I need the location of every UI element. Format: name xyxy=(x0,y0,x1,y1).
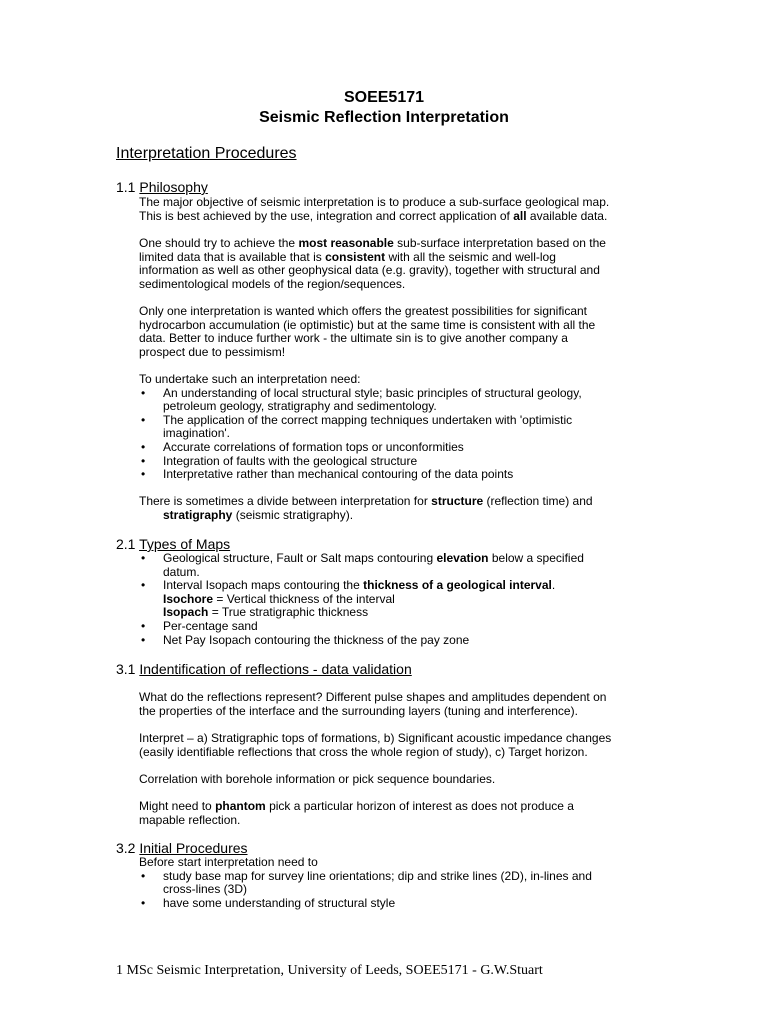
list-item: • Interpretative rather than mechanical contouring of the data points xyxy=(139,468,659,482)
section-title: Philosophy xyxy=(139,179,208,195)
section-3-1-heading xyxy=(116,661,412,677)
list-item: • Interval Isopach maps contouring the thickness of a geological interval. Isochore = Vertical thickness of the interval Isopach = True stratigraphic thickness xyxy=(139,579,659,620)
list-item: • Integration of faults with the geological structure xyxy=(139,455,659,469)
section-1-1-heading xyxy=(116,179,208,195)
bullet-list xyxy=(139,870,659,911)
paragraph: The major objective of seismic interpretation is to produce a sub-surface geological map. This is best achieved by the use, integration and correct application of all available data. xyxy=(139,195,610,223)
list-item: • study base map for survey line orientations; dip and strike lines (2D), in-lines and cross-lines (3D) xyxy=(139,870,659,897)
paragraph: Correlation with borehole information or pick sequence boundaries. xyxy=(139,772,496,786)
paragraph: There is sometimes a divide between interpretation for structure (reflection time) and stratigraphy (seismic stratigraphy). xyxy=(139,494,593,522)
section-1-1-body xyxy=(139,196,659,223)
section-2-1-body xyxy=(139,552,659,647)
section-3-2-body: Before start interpretation need to • study base map for survey line orientations; dip and strike lines (2D), in-lines and cross-lines (3D) • have some understanding of structural style xyxy=(139,856,659,910)
section-3-2-heading xyxy=(116,840,248,856)
section-title: Indentification of reflections - data validation xyxy=(139,661,412,677)
section-number: 3.2 xyxy=(116,840,136,856)
document-title xyxy=(0,88,768,128)
list-item: • Per-centage sand xyxy=(139,620,659,634)
section-title: Types of Maps xyxy=(139,536,231,552)
paragraph: Only one interpretation is wanted which offers the greatest possibilities for significant hydrocarbon accumulation (ie optimistic) but at the same time is consistent with all the data. Better to induce further work - the ultimate sin is to give another company a prospect due to pessimism! xyxy=(139,304,596,359)
section-number: 2.1 xyxy=(116,536,136,552)
paragraph: Interpret – a) Stratigraphic tops of formations, b) Significant acoustic impedance changes (easily identifiable reflections that cross the whole region of study), c) Target horizon. xyxy=(139,731,612,759)
page-footer: 1 MSc Seismic Interpretation, University of Leeds, SOEE5171 - G.W.Stuart xyxy=(116,963,543,978)
course-name: Seismic Reflection Interpretation xyxy=(259,109,509,126)
list-item: • Net Pay Isopach contouring the thickness of the pay zone xyxy=(139,634,659,648)
main-heading: Interpretation Procedures xyxy=(116,145,297,162)
course-code: SOEE5171 xyxy=(343,89,425,106)
bullet-list xyxy=(139,552,659,647)
section-title: Initial Procedures xyxy=(139,840,248,856)
paragraph: One should try to achieve the most reasonable sub-surface interpretation based on the limited data that is available that is consistent with all the seismic and well-log information as well as other geophysical data (e.g. gravity), together with structural and sedimentological models of the region/sequences. xyxy=(139,236,606,291)
paragraph: What do the reflections represent? Different pulse shapes and amplitudes dependent on the properties of the interface and the surrounding layers (tuning and interference). xyxy=(139,690,607,718)
paragraph: Might need to phantom pick a particular horizon of interest as does not produce a mapable reflection. xyxy=(139,799,574,827)
paragraph: To undertake such an interpretation need: • An understanding of local structural style; basic principles of structural geology, petroleum geology, stratigraphy and sedimentology. • The application of the correct mapping techniques undertaken with 'optimistic imagination'. • Accurate correlations of formation tops or unconformities • Integration of faults with the geological structure • Interpretative rather than mechanical contouring of the data points xyxy=(139,373,659,482)
bullet-list xyxy=(139,387,659,482)
section-number: 1.1 xyxy=(116,179,136,195)
list-item: • The application of the correct mapping techniques undertaken with 'optimistic imagination'. xyxy=(139,414,659,441)
list-item: • An understanding of local structural style; basic principles of structural geology, petroleum geology, stratigraphy and sedimentology. xyxy=(139,387,659,414)
list-item: • have some understanding of structural style xyxy=(139,897,659,911)
list-item: • Geological structure, Fault or Salt maps contouring elevation below a specified datum. xyxy=(139,552,659,579)
list-item: • Accurate correlations of formation tops or unconformities xyxy=(139,441,659,455)
section-2-1-heading xyxy=(116,536,230,552)
section-number: 3.1 xyxy=(116,661,136,677)
